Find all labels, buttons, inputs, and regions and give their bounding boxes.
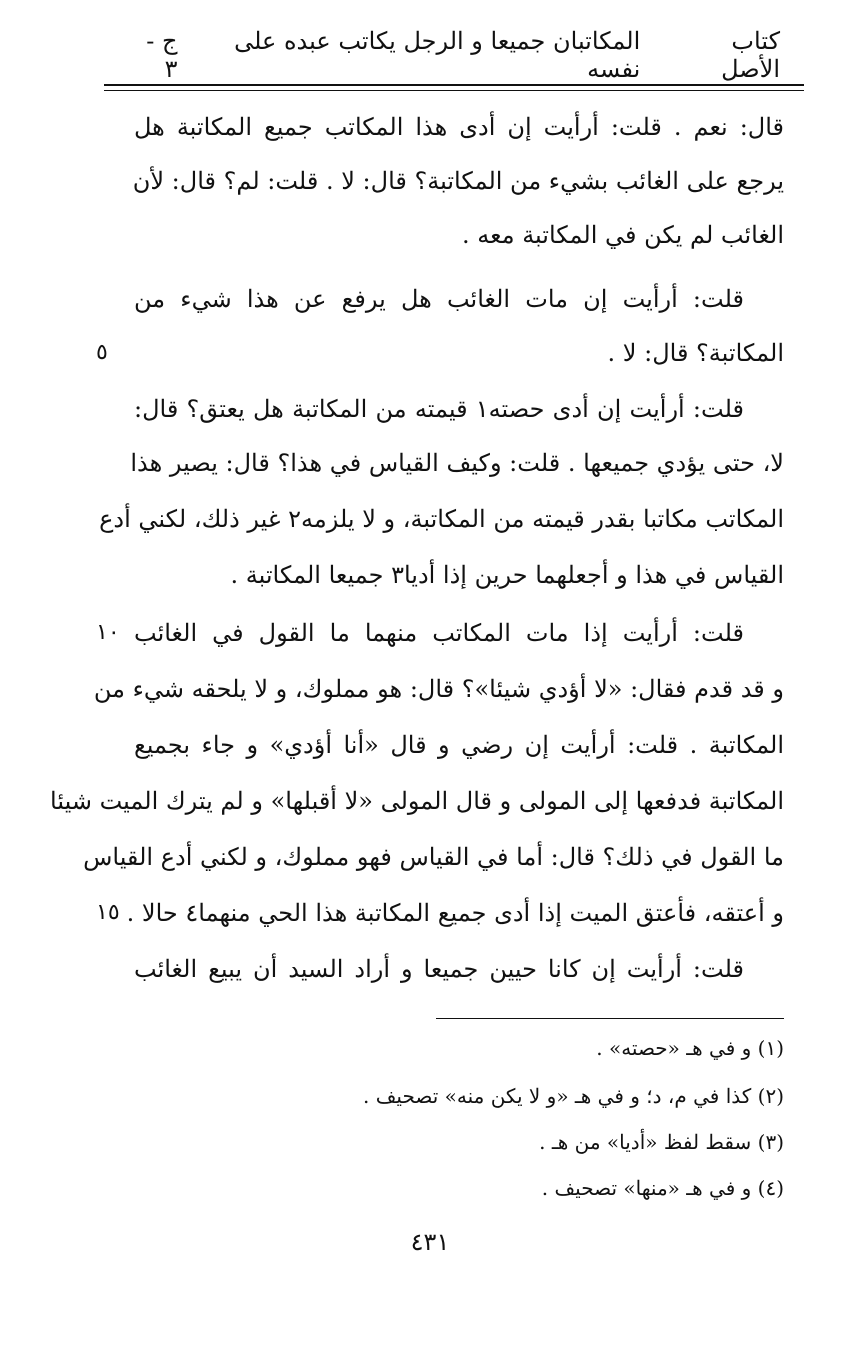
text-line: المكاتبة فدفعها إلى المولى و قال المولى «لا أقبلها» و لم يترك الميت شيئا <box>50 787 784 815</box>
volume-number: ج - ٣ <box>146 27 178 83</box>
text-line: قلت: أرأيت إن أدى حصته١ قيمته من المكاتبة هل يعتق؟ قال: <box>134 395 745 423</box>
page-number: ٤٣١ <box>410 1228 450 1256</box>
text-line: المكاتبة . قلت: أرأيت إن رضي و قال «أنا أؤدي» و جاء بجميع <box>134 731 784 759</box>
footnote: (٢) كذا في م، د؛ و في هـ «و لا يكن منه» تصحيف . <box>363 1084 784 1108</box>
text-line: قلت: أرأيت إذا مات المكاتب منهما ما القول في الغائب <box>134 619 745 647</box>
text-line: يرجع على الغائب بشيء من المكاتبة؟ قال: لا . قلت: لم؟ قال: لأن <box>132 167 784 195</box>
running-head <box>130 27 780 83</box>
text-line: قلت: أرأيت إن كانا حيين جميعا و أراد السيد أن يبيع الغائب <box>134 955 744 983</box>
text-line: و أعتقه، فأعتق الميت إذا أدى جميع المكاتبة هذا الحي منهما٤ حالا . <box>126 899 784 927</box>
text-line: قال: نعم . قلت: أرأيت إن أدى هذا المكاتب جميع المكاتبة هل <box>134 113 784 141</box>
line-number: ٥ <box>96 340 108 365</box>
line-number: ١٠ <box>96 620 120 645</box>
text-line: قلت: أرأيت إن مات الغائب هل يرفع عن هذا شيء من <box>134 285 744 313</box>
line-number: ١٥ <box>96 900 120 925</box>
header-rule <box>104 84 804 86</box>
text-line: القياس في هذا و أجعلهما حرين إذا أديا٣ جميعا المكاتبة . <box>230 561 784 589</box>
text-line: المكاتب مكاتبا بقدر قيمته من المكاتبة، و لا يلزمه٢ غير ذلك، لكني أدع <box>99 505 784 533</box>
footnote-rule <box>436 1018 784 1019</box>
text-line: الغائب لم يكن في المكاتبة معه . <box>462 221 784 249</box>
text-line: ما القول في ذلك؟ قال: أما في القياس فهو مملوك، و لكني أدع القياس <box>83 843 784 871</box>
text-line: لا، حتى يؤدي جميعها . قلت: وكيف القياس في هذا؟ قال: يصير هذا <box>130 449 784 477</box>
footnote: (١) و في هـ «حصته» . <box>596 1036 784 1060</box>
footnote: (٤) و في هـ «منها» تصحيف . <box>541 1176 784 1200</box>
text-line: و قد قدم فقال: «لا أؤدي شيئا»؟ قال: هو مملوك، و لا يلحقه شيء من <box>93 675 784 703</box>
header-rule-thin <box>104 90 804 91</box>
chapter-title: المكاتبان جميعا و الرجل يكاتب عبده على نفسه <box>234 27 641 83</box>
book-title: كتاب الأصل <box>721 27 780 83</box>
text-line: المكاتبة؟ قال: لا . <box>607 339 784 367</box>
footnote: (٣) سقط لفظ «أديا» من هـ . <box>539 1130 784 1154</box>
